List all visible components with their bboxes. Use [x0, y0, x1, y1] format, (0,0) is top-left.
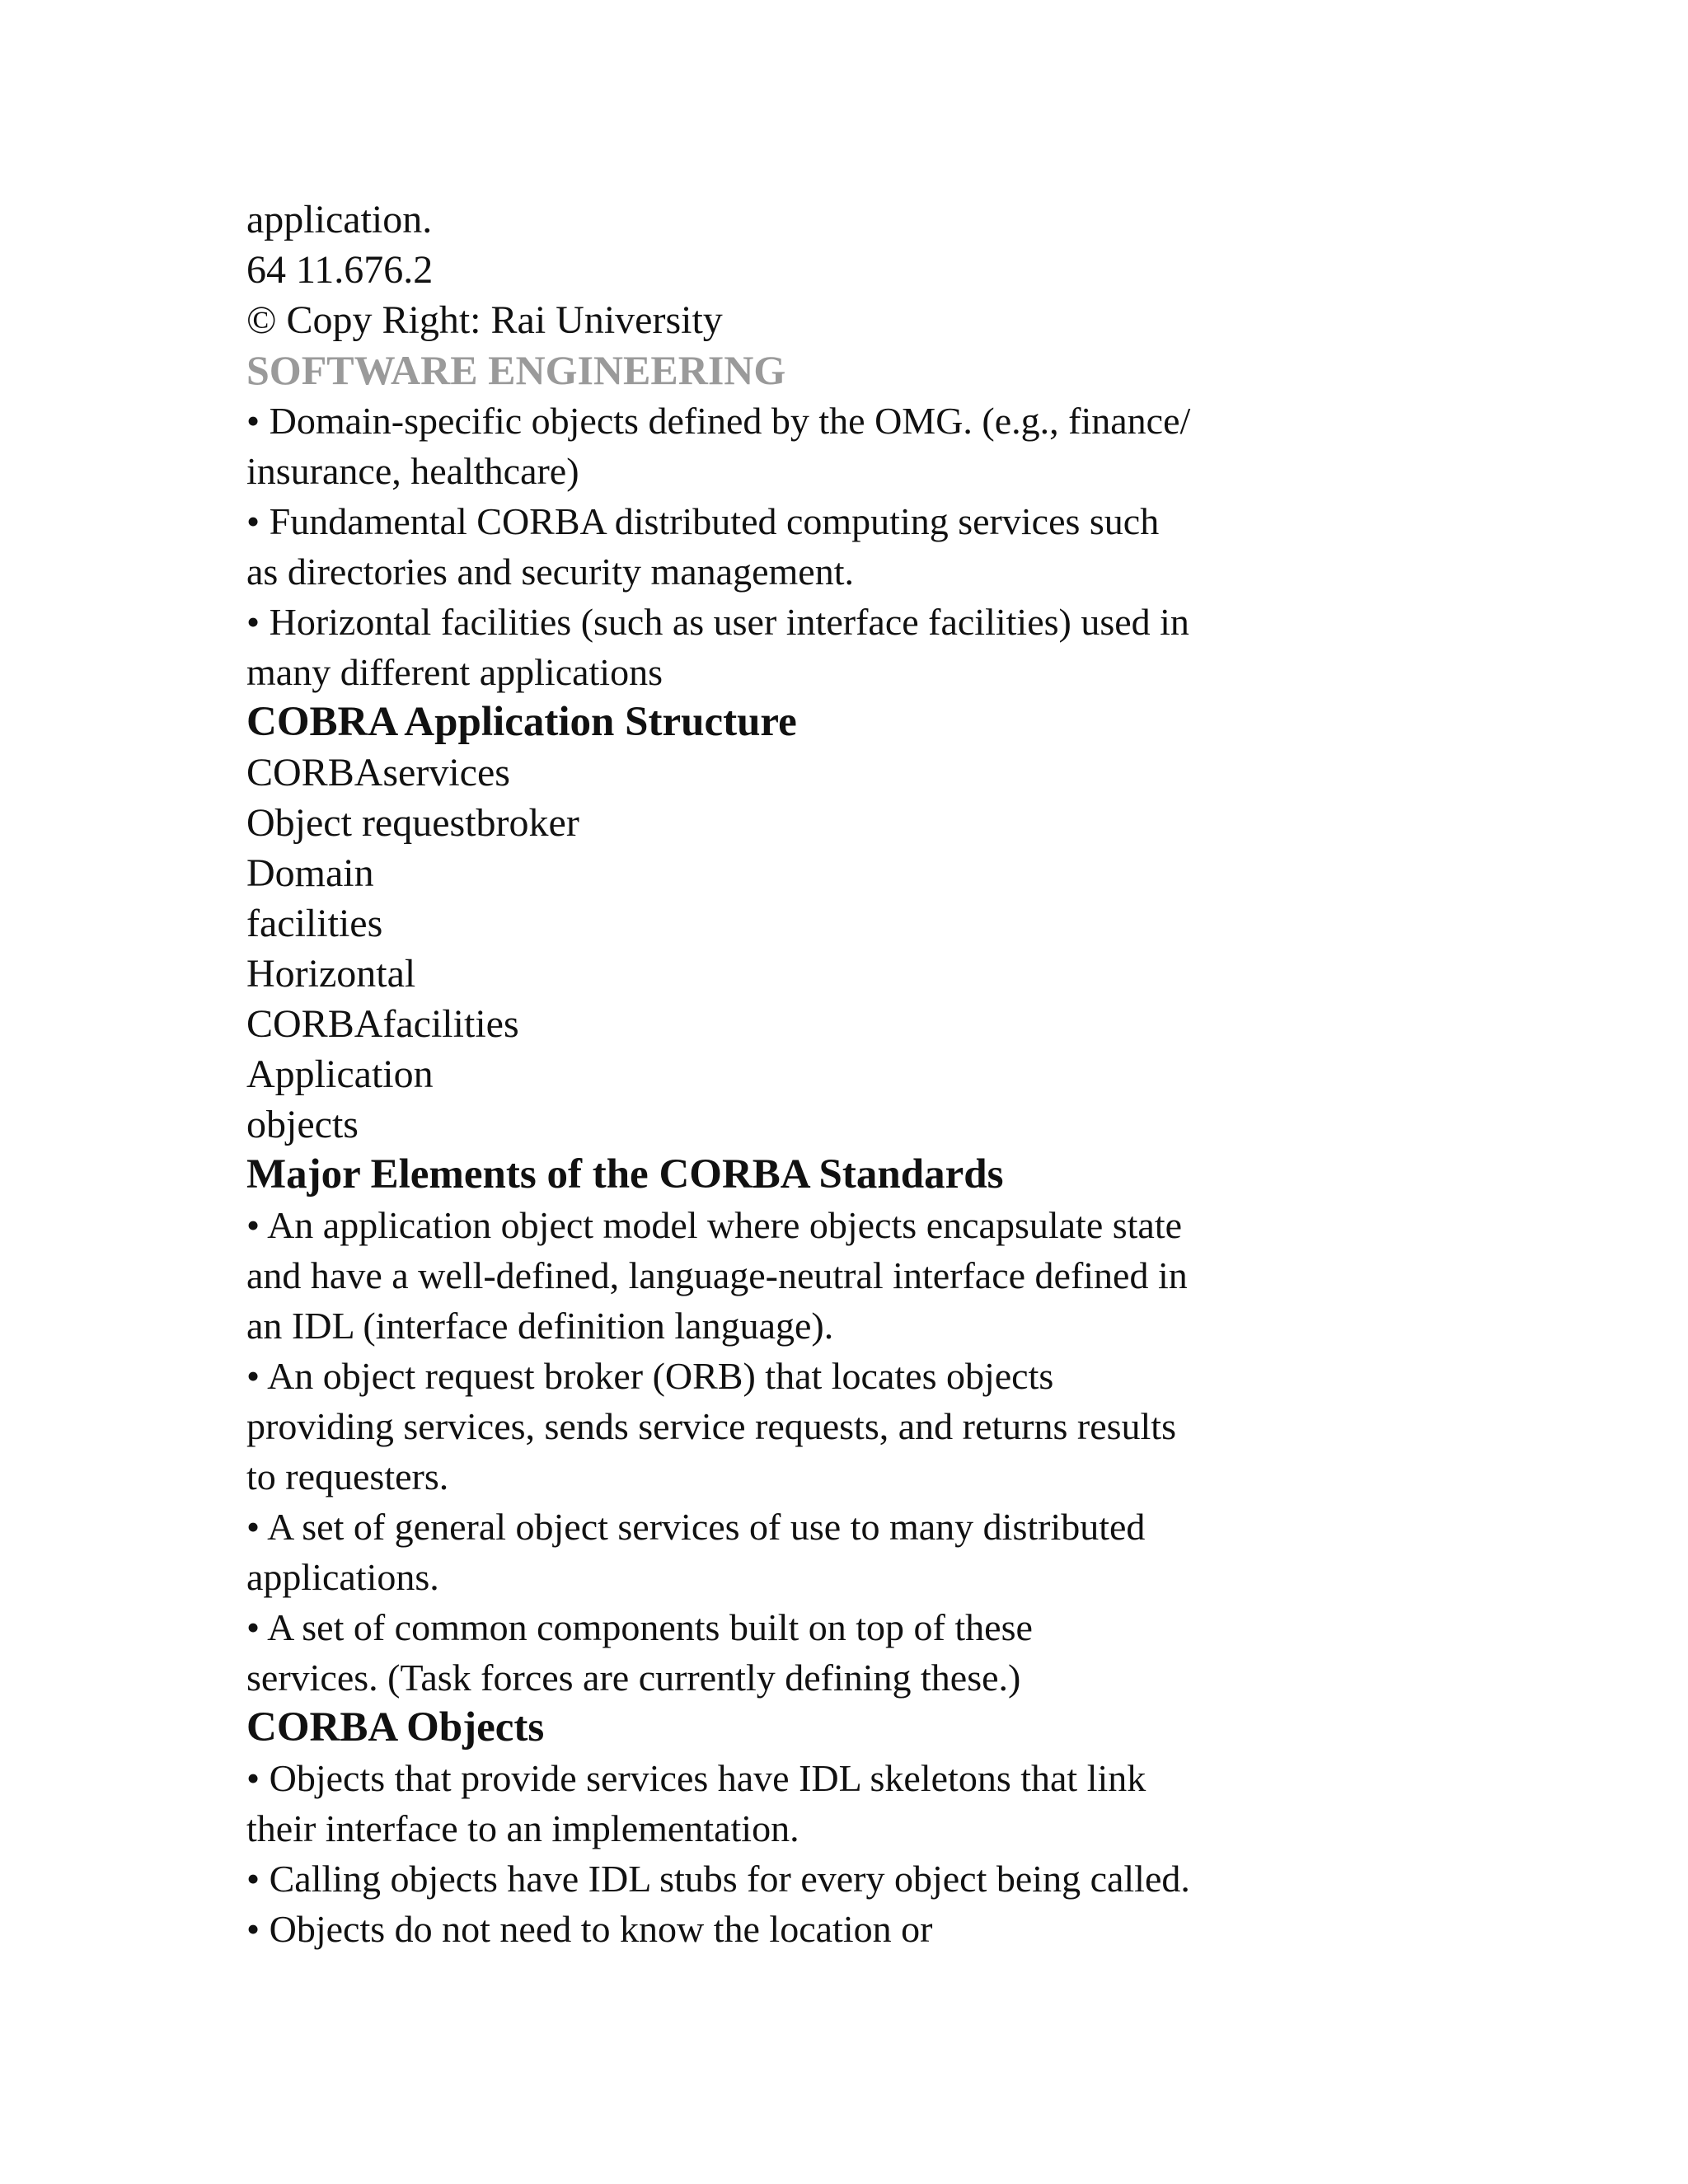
bullet-item	[246, 1753, 1351, 1854]
bullet-line: many different applications	[246, 651, 663, 693]
bullet-line: and have a well-defined, language-neutral interface defined in	[246, 1254, 1188, 1296]
diagram-label: objects	[246, 1103, 359, 1146]
page-number: 64 11.676.2	[246, 248, 434, 292]
bullet-line: • Objects that provide services have IDL skeletons that link	[246, 1757, 1146, 1799]
diagram-label: CORBAfacilities	[246, 1002, 519, 1046]
running-head: SOFTWARE ENGINEERING	[246, 347, 786, 393]
bullet-line: • Domain-specific objects defined by the OMG. (e.g., finance/	[246, 400, 1191, 442]
bullet-item	[246, 1351, 1351, 1502]
diagram-label: facilities	[246, 902, 383, 945]
diagram-label: CORBAservices	[246, 751, 510, 794]
bullet-line: insurance, healthcare)	[246, 450, 579, 492]
bullet-line: • Fundamental CORBA distributed computing services such	[246, 500, 1160, 542]
page-content	[246, 194, 1351, 1954]
bullet-line: services. (Task forces are currently defining these.)	[246, 1657, 1021, 1699]
bullet-item	[246, 396, 1351, 496]
bullet-line: • A set of common components built on top of these	[246, 1606, 1033, 1648]
bullet-item	[246, 1854, 1351, 1904]
bullet-line: • An application object model where objects encapsulate state	[246, 1204, 1183, 1246]
bullet-line: • An object request broker (ORB) that locates objects	[246, 1355, 1054, 1397]
section-heading: COBRA Application Structure	[246, 699, 797, 745]
continued-text: application.	[246, 198, 433, 241]
diagram-label: Object requestbroker	[246, 801, 579, 845]
bullet-item	[246, 1904, 1351, 1954]
bullet-line: • Calling objects have IDL stubs for every object being called.	[246, 1858, 1190, 1900]
bullet-line: an IDL (interface definition language).	[246, 1305, 834, 1347]
bullet-item	[246, 1602, 1351, 1703]
bullet-line: to requesters.	[246, 1455, 449, 1497]
bullet-item	[246, 1200, 1351, 1351]
bullet-line: • Horizontal facilities (such as user interface facilities) used in	[246, 601, 1189, 643]
bullet-line: • A set of general object services of use to many distributed	[246, 1506, 1146, 1548]
bullet-item	[246, 597, 1351, 697]
bullet-item	[246, 496, 1351, 597]
bullet-line: as directories and security management.	[246, 551, 854, 593]
section-heading: CORBA Objects	[246, 1704, 545, 1750]
diagram-label: Domain	[246, 851, 374, 895]
bullet-line: their interface to an implementation.	[246, 1807, 799, 1849]
copyright-notice: © Copy Right: Rai University	[246, 298, 723, 342]
bullet-line: • Objects do not need to know the location or	[246, 1908, 933, 1950]
bullet-line: providing services, sends service requests, and returns results	[246, 1405, 1176, 1447]
section-heading: Major Elements of the CORBA Standards	[246, 1151, 1004, 1197]
bullet-line: applications.	[246, 1556, 439, 1598]
bullet-item	[246, 1502, 1351, 1602]
diagram-label: Horizontal	[246, 952, 416, 996]
diagram-label: Application	[246, 1052, 434, 1096]
